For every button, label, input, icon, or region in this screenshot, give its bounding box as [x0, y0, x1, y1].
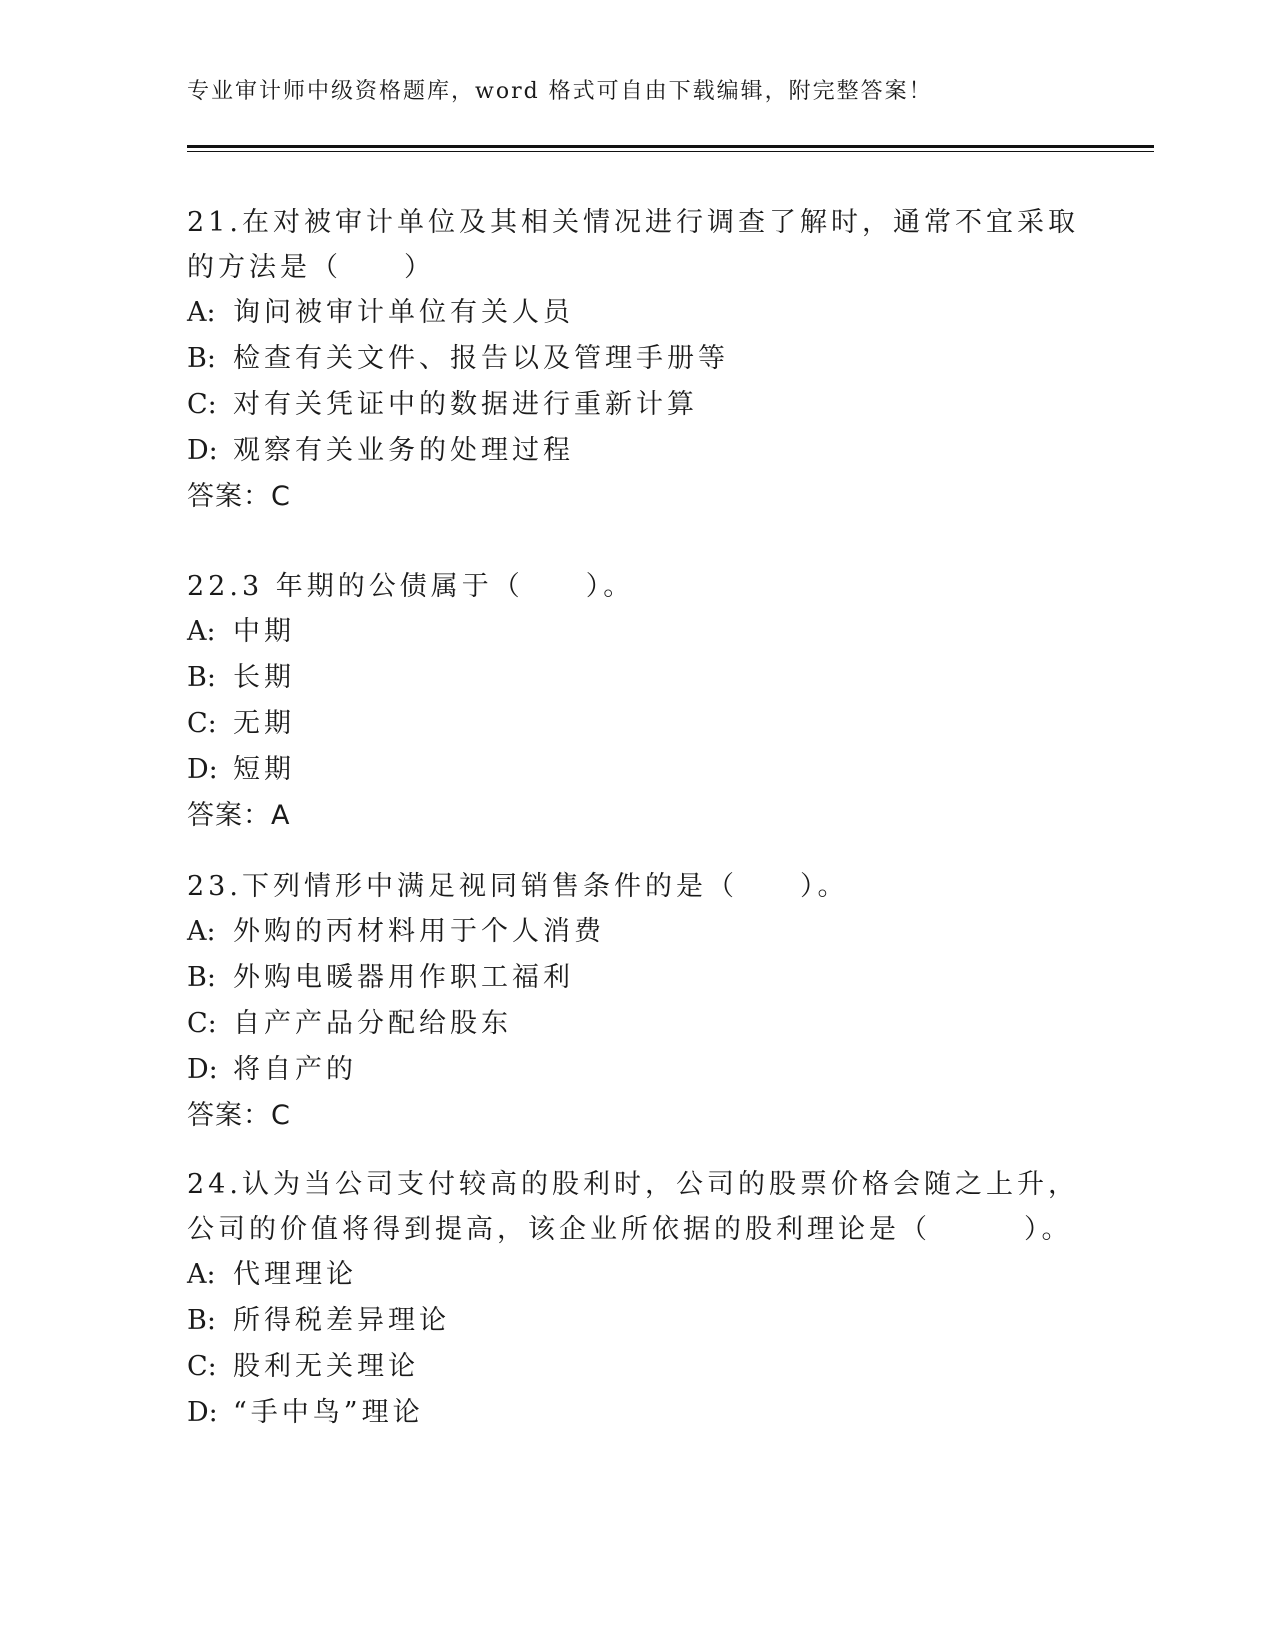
- option-letter: B:: [187, 662, 216, 693]
- option-text: 对有关凭证中的数据进行重新计算: [233, 389, 698, 420]
- option-text: 中期: [233, 616, 295, 647]
- option-letter: C:: [187, 1351, 217, 1382]
- header-rule-thick: [187, 145, 1154, 148]
- option-a: [187, 609, 1087, 655]
- question-stem: 23.下列情形中满足视同销售条件的是（ ）。: [187, 871, 849, 902]
- option-text: 代理理论: [233, 1259, 357, 1290]
- page-header: 专业审计师中级资格题库，word 格式可自由下载编辑，附完整答案！: [187, 79, 933, 104]
- option-text: 短期: [233, 754, 295, 785]
- option-text: 自产产品分配给股东: [233, 1008, 512, 1039]
- option-text: 所得税差异理论: [233, 1305, 450, 1336]
- option-letter: B:: [187, 343, 216, 374]
- option-letter: B:: [187, 1305, 216, 1336]
- option-b: [187, 1298, 1087, 1344]
- question-stem: 21.在对被审计单位及其相关情况进行调查了解时，通常不宜采取的方法是（ ）: [187, 207, 1079, 283]
- question-23: [187, 864, 1087, 1139]
- answer-line: 答案：C: [187, 1100, 291, 1131]
- option-letter: A:: [187, 1259, 216, 1290]
- question-stem: 22.3 年期的公债属于（ ）。: [187, 571, 635, 602]
- option-text: 无期: [233, 708, 295, 739]
- option-letter: C:: [187, 389, 217, 420]
- question-24: [187, 1162, 1087, 1436]
- option-letter: C:: [187, 708, 217, 739]
- answer-line: 答案：A: [187, 800, 291, 831]
- option-c: [187, 701, 1087, 747]
- option-d: [187, 1390, 1087, 1436]
- option-text: 将自产的: [233, 1054, 357, 1085]
- option-text: 股利无关理论: [233, 1351, 419, 1382]
- question-stem: 24.认为当公司支付较高的股利时，公司的股票价格会随之上升，公司的价值将得到提高，该企业所依据的股利理论是（ ）。: [187, 1169, 1079, 1245]
- option-text: 询问被审计单位有关人员: [233, 297, 574, 328]
- option-text: 检查有关文件、报告以及管理手册等: [233, 343, 729, 374]
- option-letter: A:: [187, 916, 216, 947]
- option-b: [187, 655, 1087, 701]
- option-text: 长期: [233, 662, 295, 693]
- option-a: [187, 1252, 1087, 1298]
- option-text: “手中鸟”理论: [233, 1397, 424, 1428]
- option-letter: C:: [187, 1008, 217, 1039]
- option-letter: D:: [187, 435, 218, 466]
- question-22: [187, 564, 1087, 839]
- option-c: [187, 382, 1087, 428]
- answer-line: 答案：C: [187, 481, 291, 512]
- option-letter: D:: [187, 754, 218, 785]
- option-d: [187, 1047, 1087, 1093]
- option-letter: D:: [187, 1397, 218, 1428]
- option-d: [187, 747, 1087, 793]
- option-c: [187, 1001, 1087, 1047]
- option-letter: B:: [187, 962, 216, 993]
- option-letter: A:: [187, 616, 216, 647]
- option-d: [187, 428, 1087, 474]
- option-letter: D:: [187, 1054, 218, 1085]
- header-rule-thin: [187, 151, 1154, 152]
- option-c: [187, 1344, 1087, 1390]
- question-21: [187, 200, 1087, 520]
- option-b: [187, 336, 1087, 382]
- option-text: 观察有关业务的处理过程: [233, 435, 574, 466]
- option-b: [187, 955, 1087, 1001]
- option-letter: A:: [187, 297, 216, 328]
- option-a: [187, 909, 1087, 955]
- option-a: [187, 290, 1087, 336]
- option-text: 外购电暖器用作职工福利: [233, 962, 574, 993]
- option-text: 外购的丙材料用于个人消费: [233, 916, 605, 947]
